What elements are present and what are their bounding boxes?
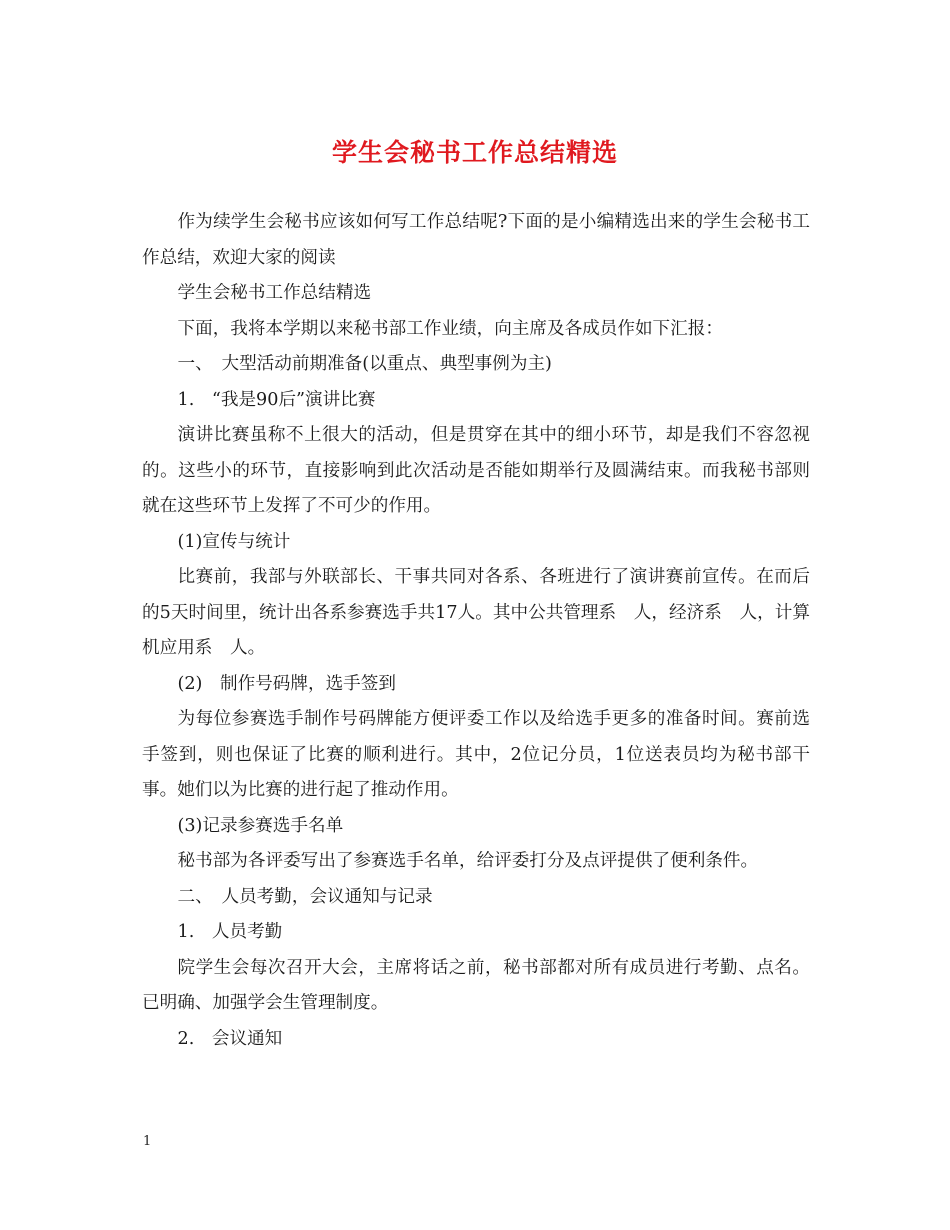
paragraph-report-intro: 下面，我将本学期以来秘书部工作业绩，向主席及各成员作如下汇报： [177,318,723,339]
item-heading-number-tags: (2) 制作号码牌，选手签到 [177,673,396,694]
paragraph-promotion: 比赛前，我部与外联部长、干事共同对各系、各班进行了演讲赛前宣传。在而后的5天时间里，统计出各系参赛选手共17人。其中公共管理系 人，经济系 人，计算机应用系 人。 [142,567,810,658]
item-heading-contestant-list: (3)记录参赛选手名单 [177,815,344,836]
page-number: 1 [143,1134,152,1149]
document-title: 学生会秘书工作总结精选 [331,138,618,167]
subsection-heading-2-2: 2. 会议通知 [177,1028,283,1049]
subsection-heading-1-1: 1. “我是90后”演讲比赛 [177,389,376,410]
item-heading-promotion: (1)宣传与统计 [177,531,291,552]
section-heading-2: 二、 人员考勤，会议通知与记录 [177,886,433,907]
document-body [142,205,810,1057]
paragraph-attendance: 院学生会每次召开大会，主席将话之前，秘书部都对所有成员进行考勤、点名。已明确、加强学会生管理制度。 [142,957,810,1013]
section-heading-1: 一、 大型活动前期准备(以重点、典型事例为主) [177,354,552,374]
paragraph-intro: 作为续学生会秘书应该如何写工作总结呢?下面的是小编精选出来的学生会秘书工作总结，欢迎大家的阅读 [142,212,810,268]
paragraph-number-tags: 为每位参赛选手制作号码牌能方便评委工作以及给选手更多的准备时间。赛前选手签到，则也保证了比赛的顺利进行。其中，2位记分员，1位送表员均为秘书部干事。她们以为比赛的进行起了推动作用。 [142,709,810,800]
paragraph-subtitle: 学生会秘书工作总结精选 [177,283,372,303]
paragraph-contestant-list: 秘书部为各评委写出了参赛选手名单，给评委打分及点评提供了便利条件。 [177,851,759,871]
subsection-heading-2-1: 1. 人员考勤 [177,922,283,942]
paragraph-speech-contest: 演讲比赛虽称不上很大的活动，但是贯穿在其中的细小环节，却是我们不容忽视的。这些小的环节，直接影响到此次活动是否能如期举行及圆满结束。而我秘书部则就在这些环节上发挥了不可少的作用。 [142,425,810,516]
